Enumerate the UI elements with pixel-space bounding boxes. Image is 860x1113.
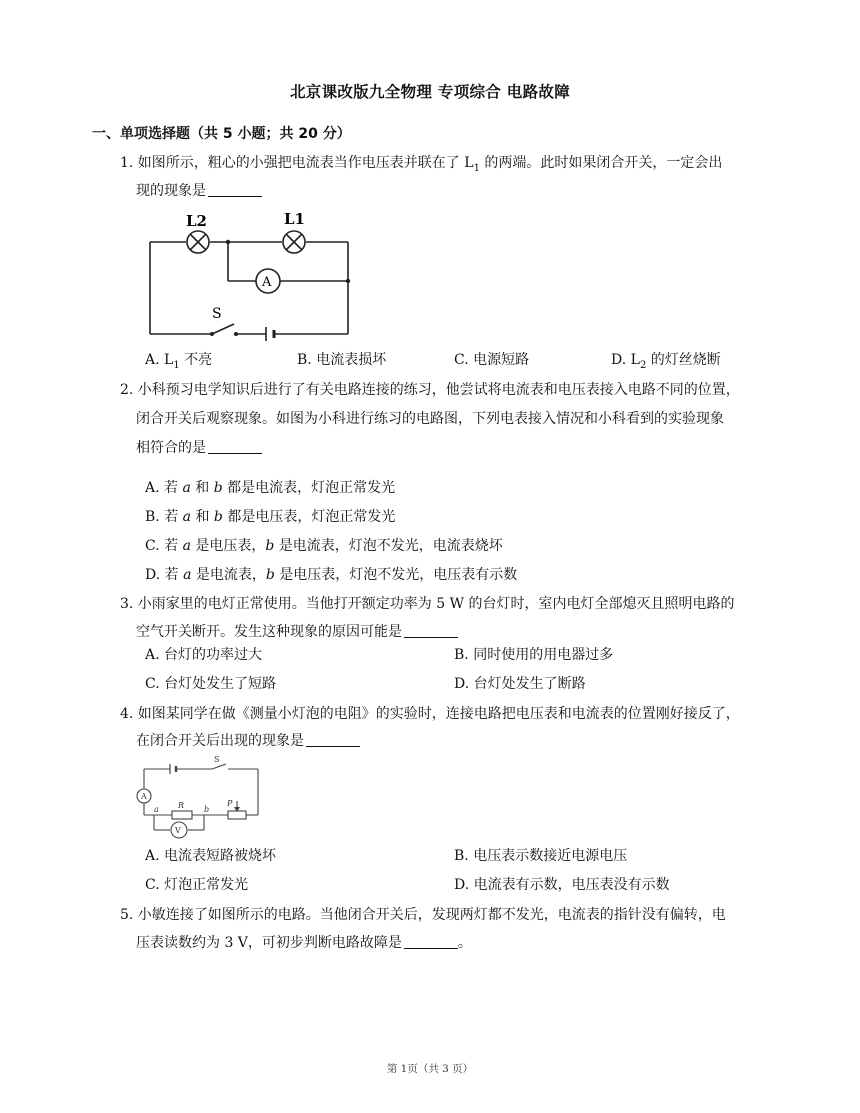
q4-ammeter-label: A (141, 792, 147, 801)
q4-point-b-label: b (204, 805, 210, 814)
page-footer: 第 1页（共 3 页） (386, 1063, 474, 1075)
answer-blank (404, 623, 458, 638)
q3-option-c[interactable]: C. 台灯处发生了短路 (145, 676, 277, 692)
q1-stem-line1: 1. 如图所示，粗心的小强把电流表当作电压表并联在了 $L_1$ 的两端。此时如果闭合开关，一定会出 (120, 155, 723, 174)
q4-switch-label: S (214, 755, 220, 764)
switch-label: S (212, 306, 222, 322)
q4-option-d[interactable]: D. 电流表有示数，电压表没有示数 (454, 877, 670, 893)
q3-option-a[interactable]: A. 台灯的功率过大 (145, 647, 263, 663)
lamp-l1-label: L1 (284, 210, 305, 228)
q3-stem-line1: 3. 小雨家里的电灯正常使用。当他打开额定功率为 5 W 的台灯时，室内电灯全部熄灭且照明电路的 (120, 596, 735, 612)
q2-option-d[interactable]: D. 若 a 是电流表，b 是电压表，灯泡不发光，电压表有示数 (145, 567, 518, 583)
answer-blank (208, 439, 262, 454)
q3-option-b[interactable]: B. 同时使用的用电器过多 (454, 647, 614, 663)
q1-option-b[interactable]: B. 电流表损坏 (297, 352, 387, 368)
q1-option-a[interactable]: A. $L_1$ 不亮 (145, 352, 213, 371)
q2-stem-line2: 闭合开关后观察现象。如图为小科进行练习的电路图，下列电表接入情况和小科看到的实验现象 (136, 411, 724, 427)
answer-blank (306, 732, 360, 747)
q4-resistor-label: R (178, 801, 185, 810)
q4-option-c[interactable]: C. 灯泡正常发光 (145, 877, 249, 893)
q3-option-d[interactable]: D. 台灯处发生了断路 (454, 676, 586, 692)
q1-circuit-diagram (140, 206, 362, 342)
q2-stem-line1: 2. 小科预习电学知识后进行了有关电路连接的练习，他尝试将电流表和电压表接入电路不同的位置， (120, 382, 740, 398)
q4-point-a-label: a (154, 805, 159, 814)
section-heading: 一、单项选择题（共 5 小题；共 20 分） (92, 126, 351, 142)
answer-blank (208, 182, 262, 197)
q5-stem-line2: 压表读数约为 3 V，可初步判断电路故障是 。 (136, 935, 472, 951)
answer-blank (404, 934, 458, 949)
q4-stem-line1: 4. 如图某同学在做《测量小灯泡的电阻》的实验时，连接电路把电压表和电流表的位置刚好接反了， (120, 706, 740, 722)
page-title: 北京课改版九全物理 专项综合 电路故障 (290, 83, 570, 101)
q4-circuit-diagram (132, 753, 262, 841)
q3-stem-line2: 空气开关断开。发生这种现象的原因可能是 (136, 622, 458, 642)
q4-voltmeter-label: V (175, 826, 181, 835)
ammeter-label: A (262, 275, 272, 290)
q2-stem-line3: 相符合的是 (136, 438, 262, 458)
q4-stem-line2: 在闭合开关后出现的现象是 (136, 731, 360, 751)
q4-slider-label: P (227, 799, 233, 808)
q2-option-c[interactable]: C. 若 a 是电压表，b 是电流表，灯泡不发光，电流表烧坏 (145, 538, 503, 554)
q4-option-b[interactable]: B. 电压表示数接近电源电压 (454, 848, 628, 864)
q1-option-c[interactable]: C. 电源短路 (454, 352, 530, 368)
q2-option-a[interactable]: A. 若 a 和 b 都是电流表，灯泡正常发光 (145, 480, 396, 496)
q1-option-d[interactable]: D. $L_2$ 的灯丝烧断 (611, 352, 721, 371)
lamp-l2-label: L2 (186, 212, 207, 230)
q1-stem-line2: 现的现象是 (136, 181, 262, 201)
q5-stem-line1: 5. 小敏连接了如图所示的电路。当他闭合开关后，发现两灯都不发光，电流表的指针没有偏转，电 (120, 907, 726, 923)
q4-option-a[interactable]: A. 电流表短路被烧坏 (145, 848, 277, 864)
q2-option-b[interactable]: B. 若 a 和 b 都是电压表，灯泡正常发光 (145, 509, 396, 525)
